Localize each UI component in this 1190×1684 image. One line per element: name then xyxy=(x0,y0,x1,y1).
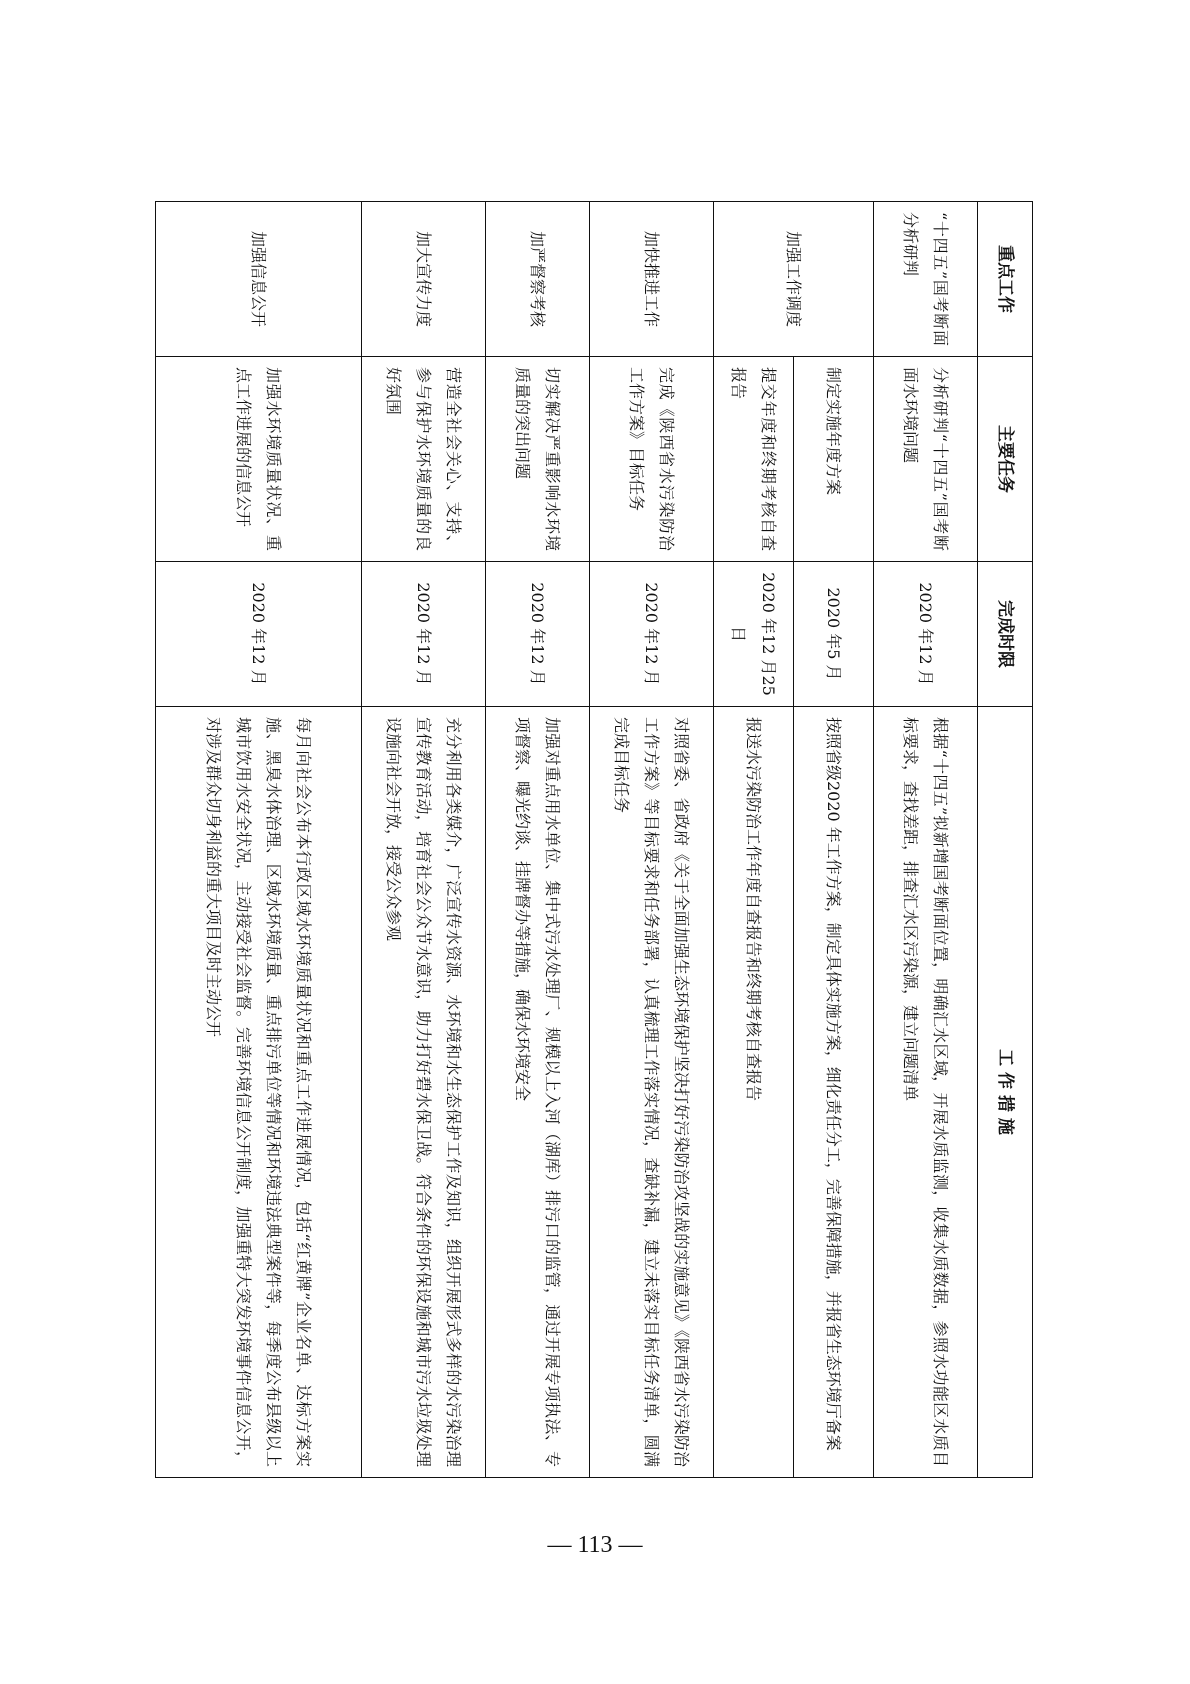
measures-cell: 充分利用各类媒介，广泛宣传水资源、水环境和水生态保护工作及知识，组织开展形式多样的水污染治理宣传教育活动，培育社会公众节水意识，助力打好碧水保卫战。符合条件的环保设施和城市污水垃圾处理设施向社会开放，接受公众参观 xyxy=(362,707,486,1478)
deadline-cell: 2020 年5 月 xyxy=(794,562,874,707)
rotated-table-wrapper xyxy=(155,201,1033,1477)
table-row xyxy=(794,202,874,1478)
deadline-cell: 2020 年12 月25 日 xyxy=(714,562,794,707)
table-row xyxy=(156,202,362,1478)
header-key-work: 重点工作 xyxy=(978,202,1033,357)
table-row xyxy=(590,202,714,1478)
measures-cell: 每月向社会公布本行政区域水环境质量状况和重点工作进展情况，包括“红黄牌”企业名单、达标方案实施、黑臭水体治理、区域水环境质量、重点排污单位等情况和环境违法典型案件等，每季度公布县级以上城市饮用水安全状况，主动接受社会监督。完善环境信息公开制度，加强重特大突发环境事件信息公开，对涉及群众切身利益的重大项目及时主动公开 xyxy=(156,707,362,1478)
main-task-cell: 加强水环境质量状况、重点工作进展的信息公开 xyxy=(156,357,362,562)
main-task-cell: 分析研判“十四五”国考断面水环境问题 xyxy=(874,357,978,562)
key-work-cell: 加快推进工作 xyxy=(590,202,714,357)
deadline-cell: 2020 年12 月 xyxy=(156,562,362,707)
measures-cell: 按照省级2020 年工作方案，制定具体实施方案，细化责任分工，完善保障措施，并报省生态环境厅备案 xyxy=(794,707,874,1478)
main-task-cell: 提交年度和终期考核自查报告 xyxy=(714,357,794,562)
table-row xyxy=(874,202,978,1478)
key-work-cell: 加大宣传力度 xyxy=(362,202,486,357)
key-work-cell: 加严督察考核 xyxy=(486,202,590,357)
header-deadline: 完成时限 xyxy=(978,562,1033,707)
main-task-cell: 营造全社会关心、支持、参与保护水环境质量的良好氛围 xyxy=(362,357,486,562)
table-row xyxy=(486,202,590,1478)
table-header-row xyxy=(978,202,1033,1478)
measures-cell: 报送水污染防治工作年度自查报告和终期考核自查报告 xyxy=(714,707,794,1478)
measures-cell: 根据“十四五”拟新增国考断面位置，明确汇水区域，开展水质监测，收集水质数据，参照水功能区水质目标要求，查找差距，排查汇水区污染源，建立问题清单 xyxy=(874,707,978,1478)
page-number: — 113 — xyxy=(547,1532,643,1558)
main-task-cell: 制定实施年度方案 xyxy=(794,357,874,562)
measures-cell: 加强对重点用水单位、集中式污水处理厂、规模以上入河（湖库）排污口的监管，通过开展专项执法、专项督察、曝光约谈、挂牌督办等措施，确保水环境安全 xyxy=(486,707,590,1478)
header-main-task: 主要任务 xyxy=(978,357,1033,562)
work-plan-table xyxy=(155,201,1033,1478)
main-task-cell: 切实解决严重影响水环境质量的突出问题 xyxy=(486,357,590,562)
deadline-cell: 2020 年12 月 xyxy=(590,562,714,707)
header-measures: 工 作 措 施 xyxy=(978,707,1033,1478)
main-task-cell: 完成《陕西省水污染防治工作方案》目标任务 xyxy=(590,357,714,562)
deadline-cell: 2020 年12 月 xyxy=(874,562,978,707)
key-work-cell: 加强信息公开 xyxy=(156,202,362,357)
table-row xyxy=(362,202,486,1478)
table-row xyxy=(714,202,794,1478)
key-work-cell: “十四五”国考断面分析研判 xyxy=(874,202,978,357)
deadline-cell: 2020 年12 月 xyxy=(486,562,590,707)
measures-cell: 对照省委、省政府《关于全面加强生态环境保护坚决打好污染防治攻坚战的实施意见》《陕西省水污染防治工作方案》等目标要求和任务部署，认真梳理工作落实情况，查缺补漏，建立未落实目标任务清单，圆满完成目标任务 xyxy=(590,707,714,1478)
deadline-cell: 2020 年12 月 xyxy=(362,562,486,707)
key-work-cell: 加强工作调度 xyxy=(714,202,874,357)
